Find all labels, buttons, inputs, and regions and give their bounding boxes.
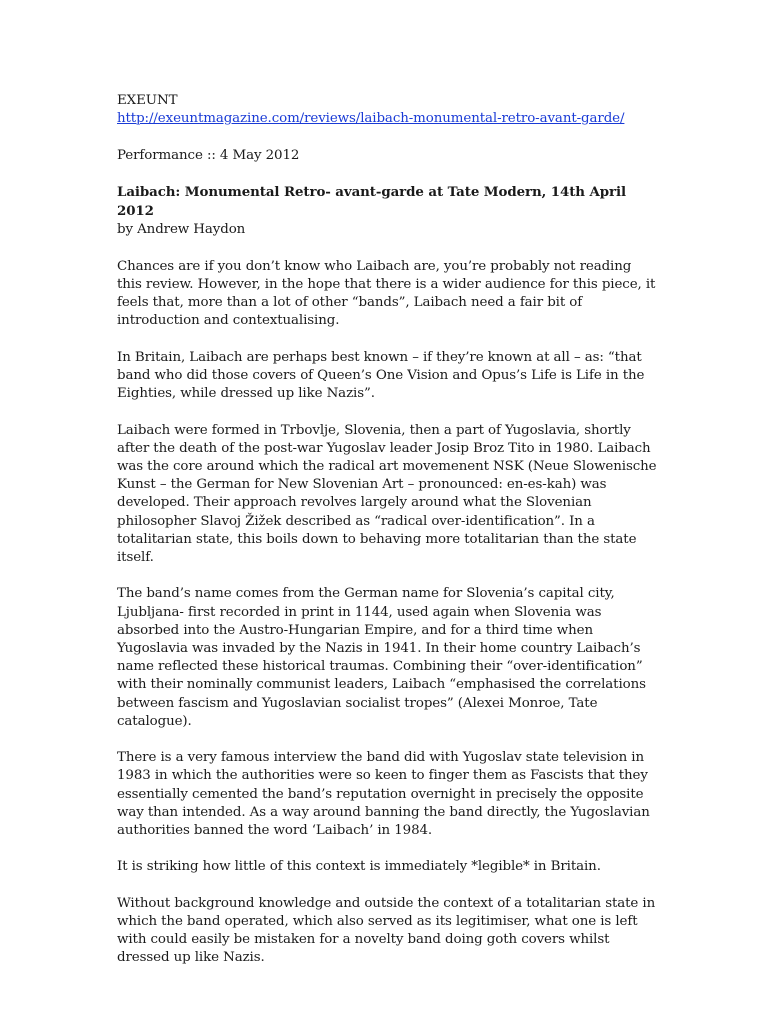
source-url-link[interactable]: http://exeuntmagazine.com/reviews/laibach-monumental-retro-avant-garde/: [117, 111, 625, 127]
source-name: EXEUNT: [117, 93, 178, 108]
article-paragraph: It is striking how little of this context is immediately *legible* in Britain.: [117, 859, 601, 875]
article-heading: [117, 183, 657, 240]
article-paragraph: There is a very famous interview the band did with Yugoslav state television in 1983 in which the authorities were so keen to finger them as Fascists that they essentially cemented the band’s reputation overnight in precisely the opposite way than intended. As a way around banning the band directly, the Yugoslavian authorities banned the word ‘Laibach’ in 1984.: [117, 750, 650, 839]
spacer: [117, 128, 657, 146]
article-paragraph: Laibach were formed in Trbovlje, Slovenia, then a part of Yugoslavia, shortly after the death of the post-war Yugoslav leader Josip Broz Tito in 1980. Laibach was the core around which the radical art movemenent NSK (Neue Slowenische Kunst – the German for New Slovenian Art – pronounced: en-es-kah) was developed. Their approach revolves largely around what the Slovenian philosopher Slavoj Žižek described as “radical over-identification”. In a totalitarian state, this boils down to behaving more totalitarian than the state itself.: [117, 422, 657, 565]
article-paragraph: Without background knowledge and outside the context of a totalitarian state in which the band operated, which also served as its legitimiser, what one is left with could easily be mistaken for a novelty band doing goth covers whilst dressed up like Nazis.: [117, 895, 656, 966]
article-title: Laibach: Monumental Retro- avant-garde at Tate Modern, 14th April 2012: [117, 183, 626, 220]
article-byline: by Andrew Haydon: [117, 222, 246, 238]
article-paragraph: Chances are if you don’t know who Laibach are, you’re probably not reading this review. However, in the hope that there is a wider audience for this piece, it feels that, more than a lot of other “bands”, Laibach need a fair bit of introduction and contextualising.: [117, 258, 656, 329]
article-paragraph: In Britain, Laibach are perhaps best known – if they’re known at all – as: “that band who did those covers of Queen’s One Vision and Opus’s Life is Life in the Eighties, while dressed up like Nazis”.: [117, 349, 645, 402]
article-paragraph: The band’s name comes from the German name for Slovenia’s capital city, Ljubljana- first recorded in print in 1144, used again when Slovenia was absorbed into the Austro-Hungarian Empire, and for a third time when Yugoslavia was invaded by the Nazis in 1941. In their home country Laibach’s name reflected these historical traumas. Combining their “over-identification” with their nominally communist leaders, Laibach “emphasised the correlations between fascism and Yugoslavian socialist tropes” (Alexei Monroe, Tate catalogue).: [117, 586, 646, 729]
performance-date: Performance :: 4 May 2012: [117, 147, 300, 163]
document-page: [117, 92, 657, 986]
